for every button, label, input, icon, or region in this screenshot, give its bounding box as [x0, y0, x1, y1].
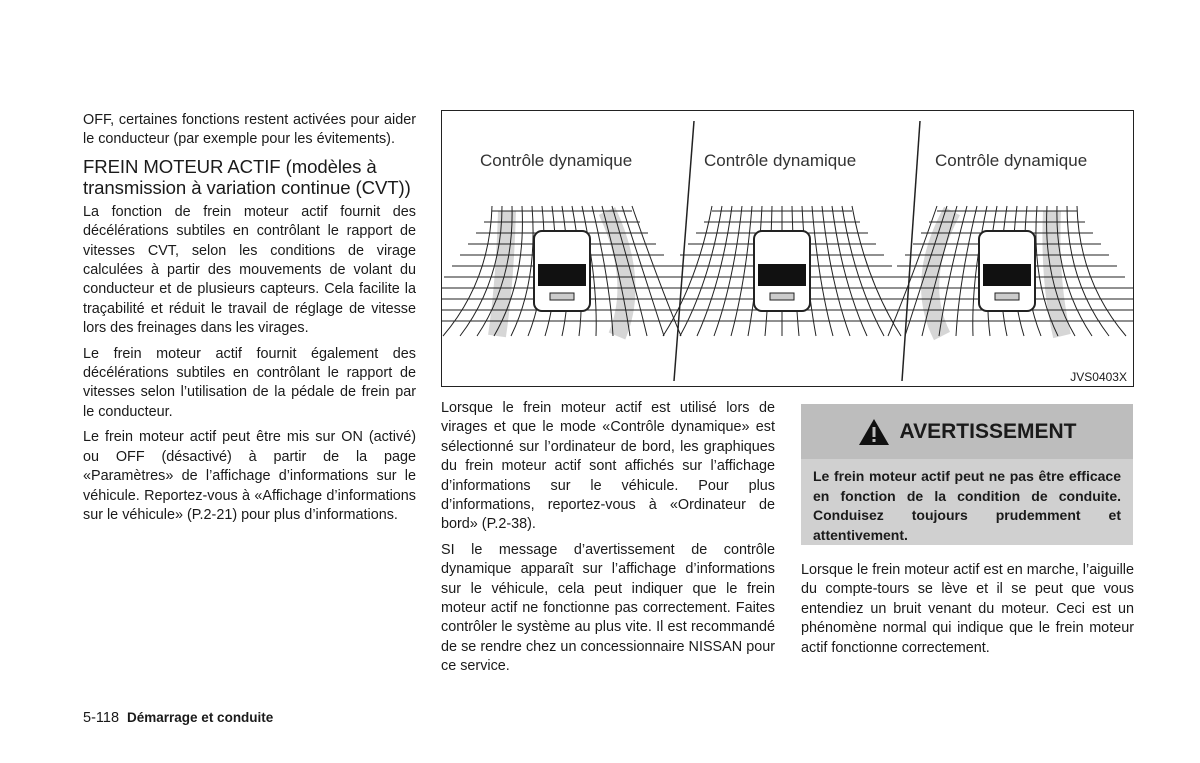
grid-line	[842, 206, 884, 336]
page-footer	[83, 710, 273, 726]
grid-line	[632, 206, 681, 336]
paragraph: Lorsque le frein moteur actif est en marche, l’aiguille du compte-tours se lève et il se peut que vous entendiez un bruit venant du moteur. Ceci est un phénomène normal qui indique que le frein moteur actif fonctionne correctement.	[801, 562, 1134, 656]
grid-line	[443, 206, 492, 336]
paragraph: La fonction de frein moteur actif fournit des décélérations subtiles en contrôlant le rapport de vitesses CVT, selon les conditions de virage calculées à partir des mouvements de volant du conducteur et de plusieurs capteurs. Cela facilite la traçabilité et réduit le travail de réglage de vitesse lors des freinages dans les virages.	[83, 203, 416, 337]
grid-line	[697, 206, 732, 336]
figure-label: Contrôle dynamique	[935, 151, 1088, 170]
shaded-path	[1051, 211, 1062, 336]
paragraph: Lorsque le frein moteur actif est utilisé lors de virages et que le mode «Contrôle dynamique» est sélectionné sur l’ordinateur de bord, les graphiques du frein moteur actif sont affichés sur l’affichage d’informations sur le véhicule. Pour plus d’informations, reportez-vous à «Ordinateur de bord» (P.2-38).	[441, 400, 775, 533]
figure-label: Contrôle dynamique	[704, 151, 857, 170]
figure-dynamic-control	[441, 110, 1134, 387]
figure-label: Contrôle dynamique	[480, 151, 633, 170]
car-roof	[538, 264, 586, 286]
car-plate	[995, 293, 1019, 300]
middle-column	[441, 399, 775, 683]
grid-line	[812, 206, 833, 336]
paragraph: Le frein moteur actif fournit également des décélérations subtiles en contrôlant le rapport de vitesses selon l’utilisation de la pédale de frein par le conducteur.	[83, 345, 416, 420]
warning-title: AVERTISSEMENT	[899, 419, 1077, 443]
grid-line	[731, 206, 752, 336]
figure-code: JVS0403X	[1070, 370, 1127, 384]
car-roof	[983, 264, 1031, 286]
warning-triangle-icon	[858, 418, 890, 446]
right-column	[801, 561, 1134, 664]
car-plate	[550, 293, 574, 300]
grid-line	[832, 206, 867, 336]
paragraph: Le frein moteur actif peut être mis sur ON (activé) ou OFF (désactivé) à partir de la page «Paramètres» de l’affichage d’informations sur le véhicule. Reportez-vous à «Affichage d’informations sur le véhicule» (P.2-21) pour plus d’informations.	[83, 429, 416, 523]
panel-divider	[674, 121, 694, 381]
grid-line	[1077, 206, 1126, 336]
shaded-path	[607, 211, 626, 336]
page-number: 5-118	[83, 710, 120, 726]
paragraph: OFF, certaines fonctions restent activées pour aider le conducteur (par exemple pour les évitements).	[83, 112, 416, 148]
section-name: Démarrage et conduite	[127, 710, 274, 725]
warning-box	[801, 404, 1133, 545]
left-column	[83, 111, 416, 531]
section-heading: FREIN MOTEUR ACTIF (modèles à transmission à variation continue (CVT))	[83, 155, 411, 198]
panel-divider	[902, 121, 920, 381]
paragraph: SI le message d’avertissement de contrôle dynamique apparaît sur l’affichage d’informations sur le véhicule, cela peut indiquer que le frein moteur actif ne fonctionne pas correctement. Faites contrôler le système au plus vite. Il est recommandé de se rendre chez un concessionnaire NISSAN pour ce service.	[441, 541, 775, 675]
shaded-path	[497, 211, 507, 336]
warning-text: Le frein moteur actif peut ne pas être efficace en fonction de la condition de conduite. Conduisez toujours prudemment et attentivement.	[813, 468, 1121, 543]
car-roof	[758, 264, 806, 286]
warning-header	[801, 404, 1133, 459]
grid-line	[956, 206, 977, 336]
shaded-path	[930, 211, 952, 336]
car-plate	[770, 293, 794, 300]
